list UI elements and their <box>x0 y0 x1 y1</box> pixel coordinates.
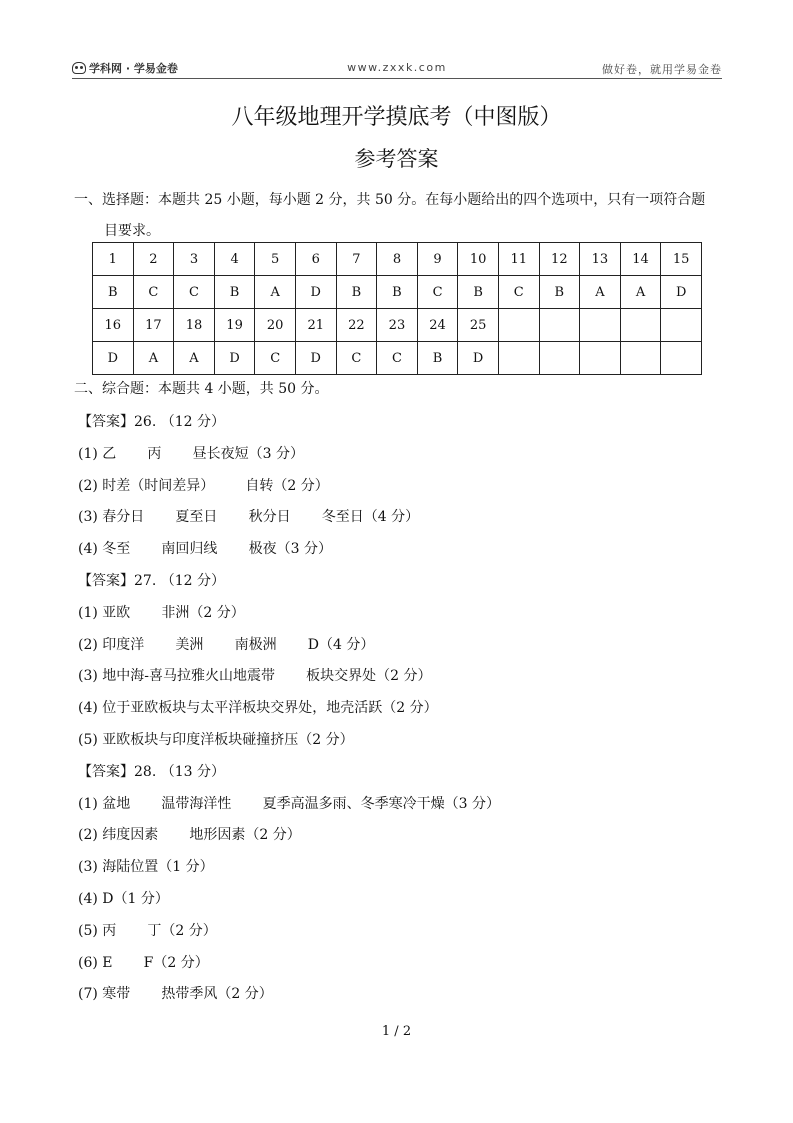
answer-line: (1) 盆地 温带海洋性 夏季高温多雨、冬季寒冷干燥（3 分） <box>78 795 500 812</box>
table-cell: C <box>377 342 418 375</box>
table-cell: 11 <box>498 243 539 276</box>
table-cell: 4 <box>214 243 255 276</box>
table-cell: B <box>214 276 255 309</box>
table-cell: B <box>377 276 418 309</box>
table-cell <box>539 342 580 375</box>
table-cell: D <box>458 342 499 375</box>
table-cell <box>620 309 661 342</box>
table-cell: C <box>498 276 539 309</box>
table-cell: D <box>295 276 336 309</box>
table-cell <box>661 342 702 375</box>
table-cell <box>580 309 621 342</box>
answer-line: (1) 亚欧 非洲（2 分） <box>78 604 245 621</box>
table-cell: 25 <box>458 309 499 342</box>
table-cell: 24 <box>417 309 458 342</box>
table-cell: 23 <box>377 309 418 342</box>
table-cell: A <box>580 276 621 309</box>
table-cell: 7 <box>336 243 377 276</box>
table-cell: A <box>255 276 296 309</box>
answer-line: 【答案】27. （12 分） <box>78 572 225 589</box>
table-cell: 9 <box>417 243 458 276</box>
answer-line: (2) 印度洋 美洲 南极洲 D（4 分） <box>78 636 375 653</box>
table-cell <box>661 309 702 342</box>
table-cell: 21 <box>295 309 336 342</box>
table-cell: 15 <box>661 243 702 276</box>
site-url: www.zxxk.com <box>347 61 447 74</box>
table-cell: A <box>174 342 215 375</box>
table-cell: 12 <box>539 243 580 276</box>
table-cell: D <box>295 342 336 375</box>
table-cell <box>620 342 661 375</box>
answer-line: (4) 位于亚欧板块与太平洋板块交界处，地壳活跃（2 分） <box>78 700 438 717</box>
table-cell: B <box>458 276 499 309</box>
answer-line: (3) 地中海-喜马拉雅火山地震带 板块交界处（2 分） <box>78 668 432 685</box>
page-subtitle: 参考答案 <box>354 147 439 171</box>
answer-line: (2) 纬度因素 地形因素（2 分） <box>78 827 301 844</box>
answer-line: (5) 亚欧板块与印度洋板块碰撞挤压（2 分） <box>78 731 354 748</box>
table-cell: C <box>336 342 377 375</box>
table-cell: B <box>336 276 377 309</box>
page-header <box>72 58 722 79</box>
table-cell: D <box>93 342 134 375</box>
table-cell: 13 <box>580 243 621 276</box>
table-cell: A <box>620 276 661 309</box>
table-row <box>93 243 702 276</box>
table-cell: 19 <box>214 309 255 342</box>
table-cell: 3 <box>174 243 215 276</box>
answer-line: (5) 丙 丁（2 分） <box>78 922 217 939</box>
answer-lines <box>78 407 500 1011</box>
answer-line: (6) E F（2 分） <box>78 954 209 971</box>
table-row <box>93 276 702 309</box>
table-cell: C <box>174 276 215 309</box>
answer-table <box>92 242 702 375</box>
table-cell: C <box>417 276 458 309</box>
table-cell: 10 <box>458 243 499 276</box>
table-cell <box>498 309 539 342</box>
table-cell: C <box>255 342 296 375</box>
answer-line: (3) 海陆位置（1 分） <box>78 859 214 876</box>
table-cell: 22 <box>336 309 377 342</box>
slogan: 做好卷，就用学易金卷 <box>602 63 722 76</box>
section1-line1: 一、选择题：本题共 25 小题，每小题 2 分，共 50 分。在每小题给出的四个选项中，只有一项符合题 <box>74 192 706 208</box>
table-cell: D <box>214 342 255 375</box>
answer-line: 【答案】26. （12 分） <box>78 414 225 430</box>
table-cell <box>580 342 621 375</box>
section1-line2: 目要求。 <box>104 223 160 239</box>
table-row <box>93 309 702 342</box>
answer-line: 【答案】28. （13 分） <box>78 763 225 780</box>
section2-heading: 二、综合题：本题共 4 小题，共 50 分。 <box>74 381 329 397</box>
answer-line: (4) D（1 分） <box>78 890 169 907</box>
table-cell: 6 <box>295 243 336 276</box>
table-cell: 17 <box>133 309 174 342</box>
table-cell: 8 <box>377 243 418 276</box>
table-cell: A <box>133 342 174 375</box>
logo-text: 学科网 · 学易金卷 <box>89 62 178 75</box>
table-cell <box>498 342 539 375</box>
page-number: 1 / 2 <box>381 1024 412 1039</box>
page-title: 八年级地理开学摸底考（中图版） <box>231 105 562 130</box>
table-cell: 1 <box>93 243 134 276</box>
table-cell: B <box>417 342 458 375</box>
answer-line: (1) 乙 丙 昼长夜短（3 分） <box>78 445 304 462</box>
answer-line: (7) 寒带 热带季风（2 分） <box>78 986 273 1003</box>
table-cell: B <box>93 276 134 309</box>
table-cell: 16 <box>93 309 134 342</box>
table-cell: 18 <box>174 309 215 342</box>
table-cell <box>539 309 580 342</box>
section1-instructions <box>74 185 734 247</box>
table-row <box>93 342 702 375</box>
answer-line: (4) 冬至 南回归线 极夜（3 分） <box>78 541 332 558</box>
table-cell: 14 <box>620 243 661 276</box>
table-cell: B <box>539 276 580 309</box>
table-cell: C <box>133 276 174 309</box>
table-cell: D <box>661 276 702 309</box>
answer-line: (2) 时差（时间差异） 自转（2 分） <box>78 477 329 494</box>
table-cell: 5 <box>255 243 296 276</box>
table-cell: 20 <box>255 309 296 342</box>
answer-line: (3) 春分日 夏至日 秋分日 冬至日（4 分） <box>78 509 420 526</box>
table-cell: 2 <box>133 243 174 276</box>
